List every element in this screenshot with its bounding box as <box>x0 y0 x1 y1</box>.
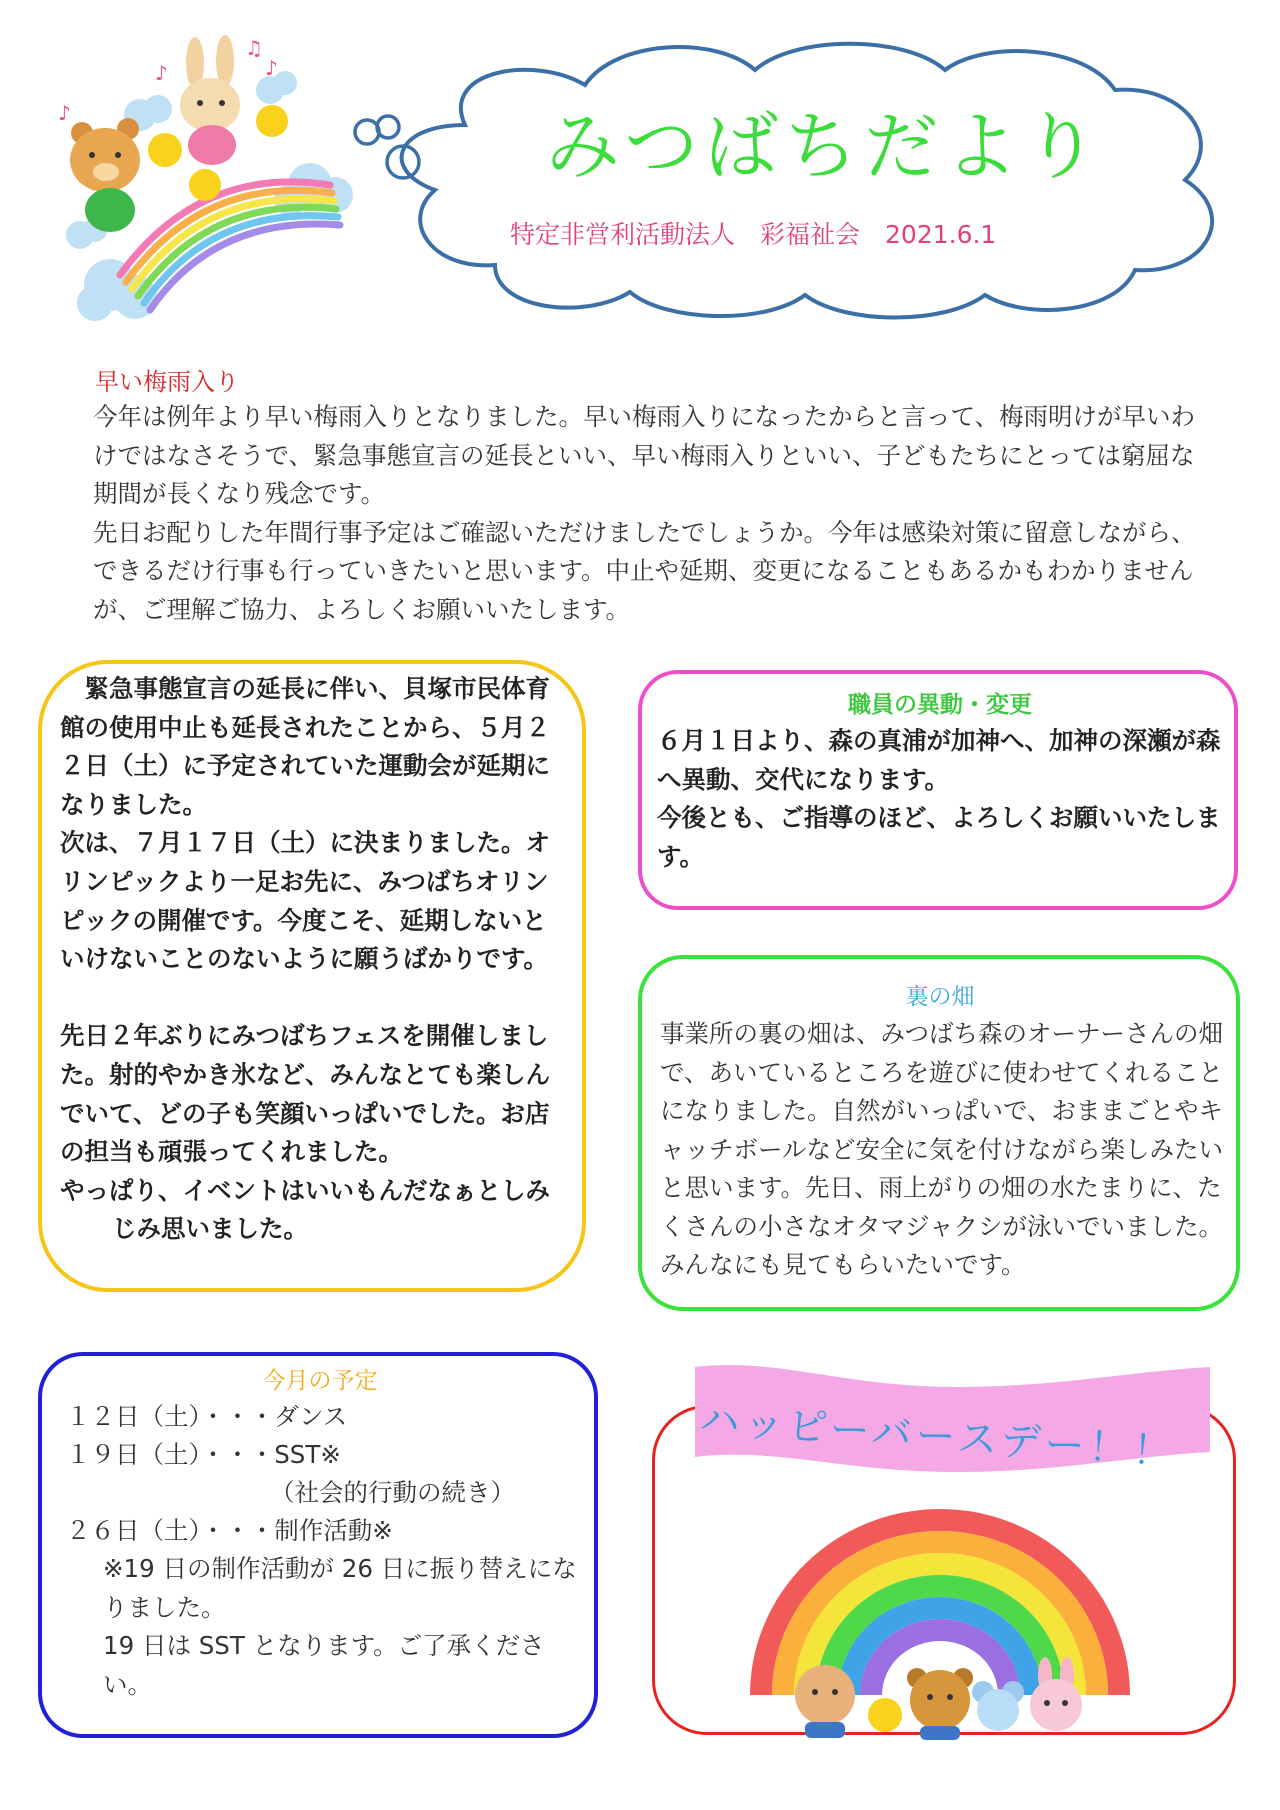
sports-paragraph: 緊急事態宣言の延長に伴い、貝塚市民体育館の使用中止も延長されたことから、５月２２日（土）に予定されていた運動会が延期になりました。 <box>60 674 550 819</box>
schedule-heading: 今月の予定 <box>262 1368 378 1394</box>
intro-heading: 早い梅雨入り <box>95 368 239 396</box>
field-heading: 裏の畑 <box>905 984 975 1010</box>
svg-text:♫: ♫ <box>245 36 263 60</box>
page-title: みつばちだより <box>545 104 1105 190</box>
rainbow-icon <box>120 182 340 310</box>
sports-paragraph: 先日２年ぶりにみつばちフェスを開催しました。射的やかき氷など、みんなとても楽しんでいて、どの子も笑顔いっぱいでした。お店の担当も頑張ってくれました。 <box>60 1021 550 1167</box>
birthday-banner-text: ハッピーバースデー！！ <box>698 1397 1178 1477</box>
bear-icon <box>907 1668 973 1740</box>
sports-day-text <box>60 670 565 1249</box>
rainbow-animals-illustration <box>40 35 385 325</box>
rainbow-icon <box>745 1500 1135 1740</box>
staff-paragraph: 今後とも、ご指導のほど、よろしくお願いいたします。 <box>657 803 1221 871</box>
page-subtitle: 特定非営利活動法人 彩福祉会 2021.6.1 <box>510 220 997 249</box>
schedule-note: 19 日は SST となります。ご了承ください。 <box>103 1631 545 1699</box>
svg-text:♪: ♪ <box>155 61 168 85</box>
schedule-item-note: （社会的行動の続き） <box>270 1478 515 1507</box>
intro-paragraph: 今年は例年より早い梅雨入りとなりました。早い梅雨入りになったからと言って、梅雨明けが早いわけではなさそうで、緊急事態宣言の延長といい、早い梅雨入りといい、子どもたちにとっては窮屈な期間が長くなり残念です。 <box>93 402 1196 508</box>
svg-text:♪: ♪ <box>58 101 71 125</box>
schedule-item: ２６日（土）・・・制作活動※ <box>66 1516 393 1545</box>
bear-icon <box>70 118 140 232</box>
sports-paragraph <box>60 979 565 1018</box>
field-text: 事業所の裏の畑は、みつばち森のオーナーさんの畑で、あいているところを遊びに使わせてくれることになりました。自然がいっぱいで、おままごとやキャッチボールなど安全に気を付けながら楽しみたいと思います。先日、雨上がりの畑の水たまりに、たくさんの小さなオタマジャクシが泳いでいました。みんなにも見てもらいたいです。 <box>660 1019 1224 1279</box>
intro-body <box>93 398 1218 629</box>
svg-text:♪: ♪ <box>265 56 278 80</box>
cat-icon <box>795 1665 855 1738</box>
schedule-item: １２日（土）・・・ダンス <box>66 1402 348 1431</box>
rabbit-icon <box>180 35 240 165</box>
staff-paragraph: ６月１日より、森の真浦が加神へ、加神の深瀬が森へ異動、交代になります。 <box>657 726 1221 794</box>
staff-change-heading: 職員の異動・変更 <box>848 692 1032 718</box>
chick-icon <box>868 1698 902 1732</box>
intro-paragraph: 先日お配りした年間行事予定はご確認いただけましたでしょうか。今年は感染対策に留意しながら、できるだけ行事も行っていきたいと思います。中止や延期、変更になることもあるかもわかりませんが、ご理解ご協力、よろしくお願いいたします。 <box>93 517 1196 624</box>
schedule-item: １９日（土）・・・SST※ <box>66 1440 341 1469</box>
sports-paragraph: やっぱり、イベントはいいもんだなぁとしみじみ思いました。 <box>60 1175 550 1244</box>
schedule-note: ※19 日の制作活動が 26 日に振り替えになりました。 <box>103 1554 577 1622</box>
sports-paragraph: 次は、７月１７日（土）に決まりました。オリンピックより一足お先に、みつばちオリンピックの開催です。今度こそ、延期しないといけないことのないように願うばかりです。 <box>60 828 550 974</box>
staff-change-text <box>657 722 1227 876</box>
